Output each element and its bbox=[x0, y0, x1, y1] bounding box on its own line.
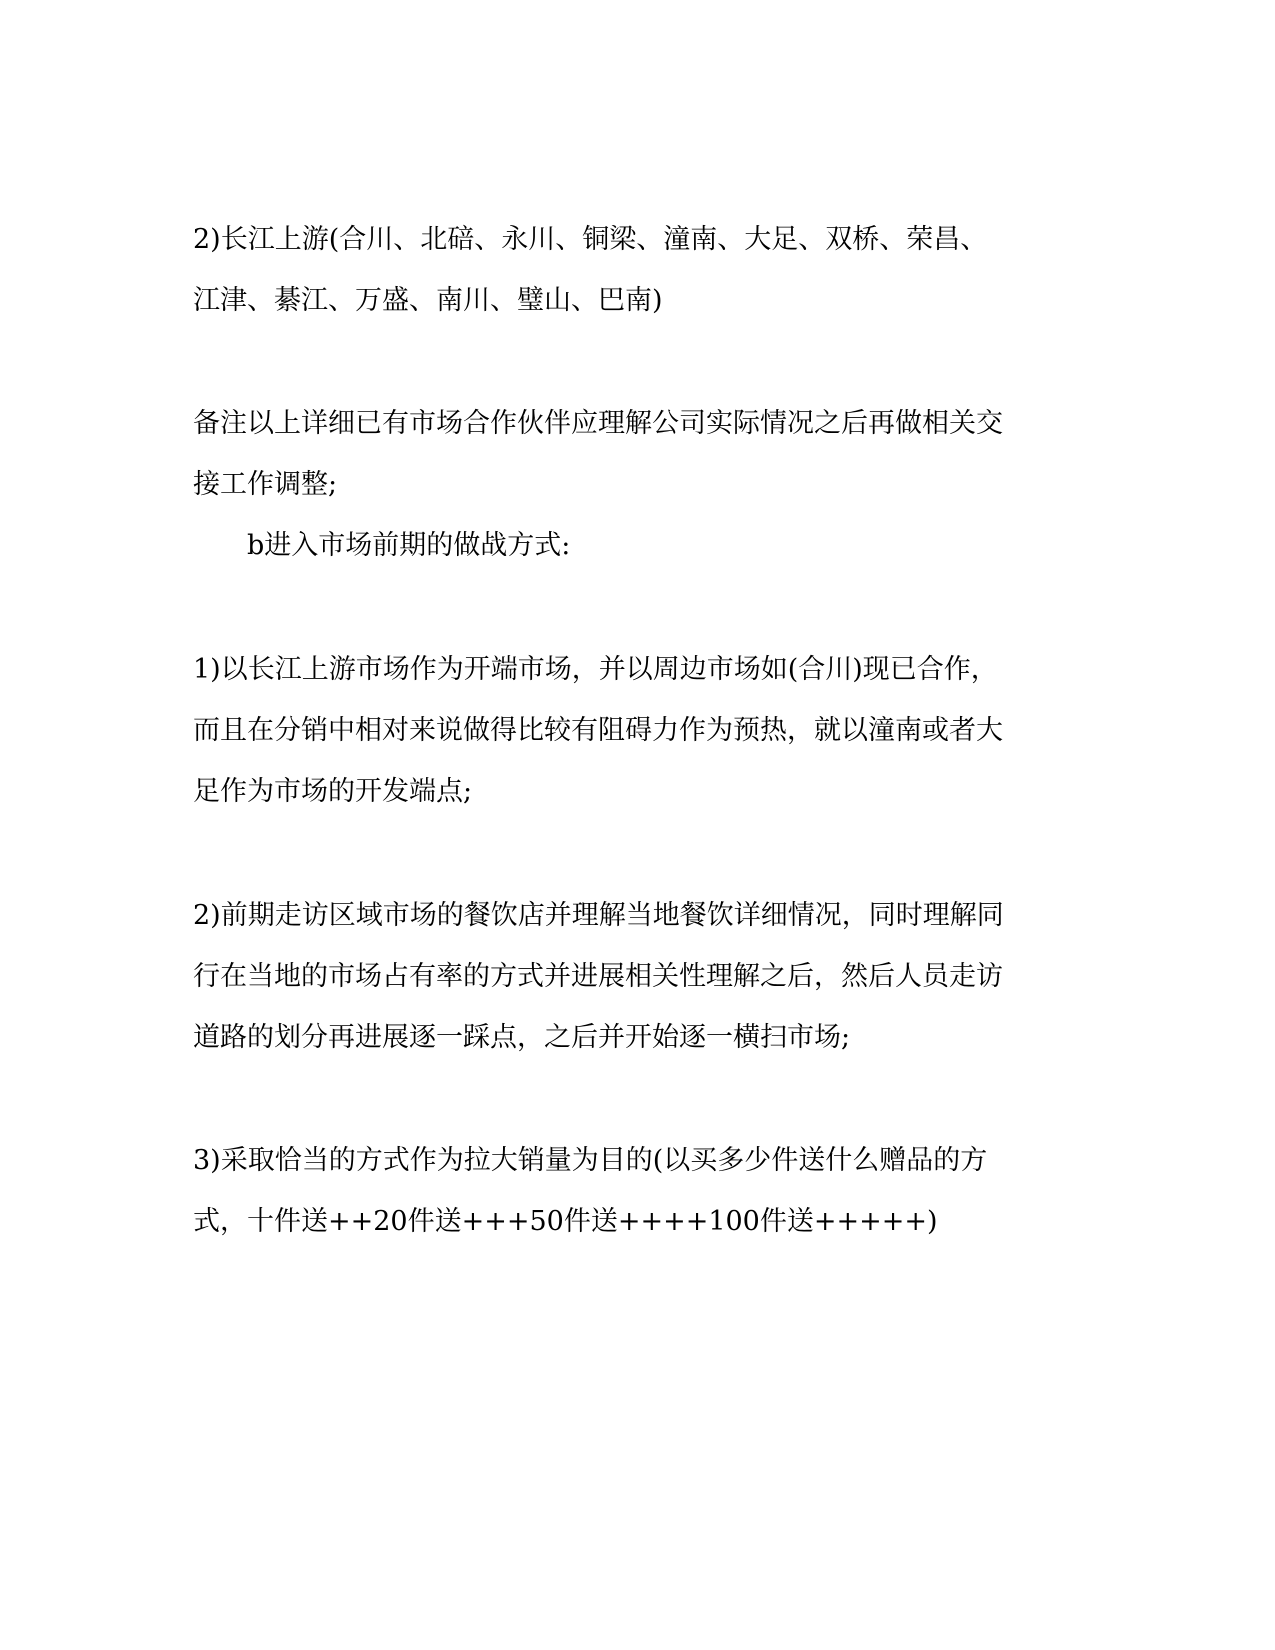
paragraph-note-line-1: 备注以上详细已有市场合作伙伴应理解公司实际情况之后再做相关交 bbox=[193, 408, 1003, 439]
item-1-line-3: 足作为市场的开发端点; bbox=[193, 776, 473, 807]
item-3-line-1: 3)采取恰当的方式作为拉大销量为目的(以买多少件送什么赠品的方 bbox=[193, 1145, 988, 1176]
paragraph-note-line-2: 接工作调整; bbox=[193, 469, 338, 500]
item-2-line-2: 行在当地的市场占有率的方式并进展相关性理解之后，然后人员走访 bbox=[193, 961, 1003, 992]
item-3-line-2: 式，十件送++20件送+++50件送++++100件送+++++) bbox=[193, 1206, 938, 1237]
item-1-line-1: 1)以长江上游市场作为开端市场，并以周边市场如(合川)现已合作， bbox=[193, 654, 998, 685]
section-heading-b: b进入市场前期的做战方式: bbox=[247, 530, 571, 561]
item-2-line-1: 2)前期走访区域市场的餐饮店并理解当地餐饮详细情况，同时理解同 bbox=[193, 900, 1004, 931]
item-1-line-2: 而且在分销中相对来说做得比较有阻碍力作为预热，就以潼南或者大 bbox=[193, 715, 1003, 746]
paragraph-upper-yangtze-line-2: 江津、綦江、万盛、南川、璧山、巴南) bbox=[193, 285, 663, 316]
paragraph-upper-yangtze-line-1: 2)长江上游(合川、北碚、永川、铜梁、潼南、大足、双桥、荣昌、 bbox=[193, 224, 988, 255]
item-2-line-3: 道路的划分再进展逐一踩点，之后并开始逐一横扫市场; bbox=[193, 1022, 851, 1053]
